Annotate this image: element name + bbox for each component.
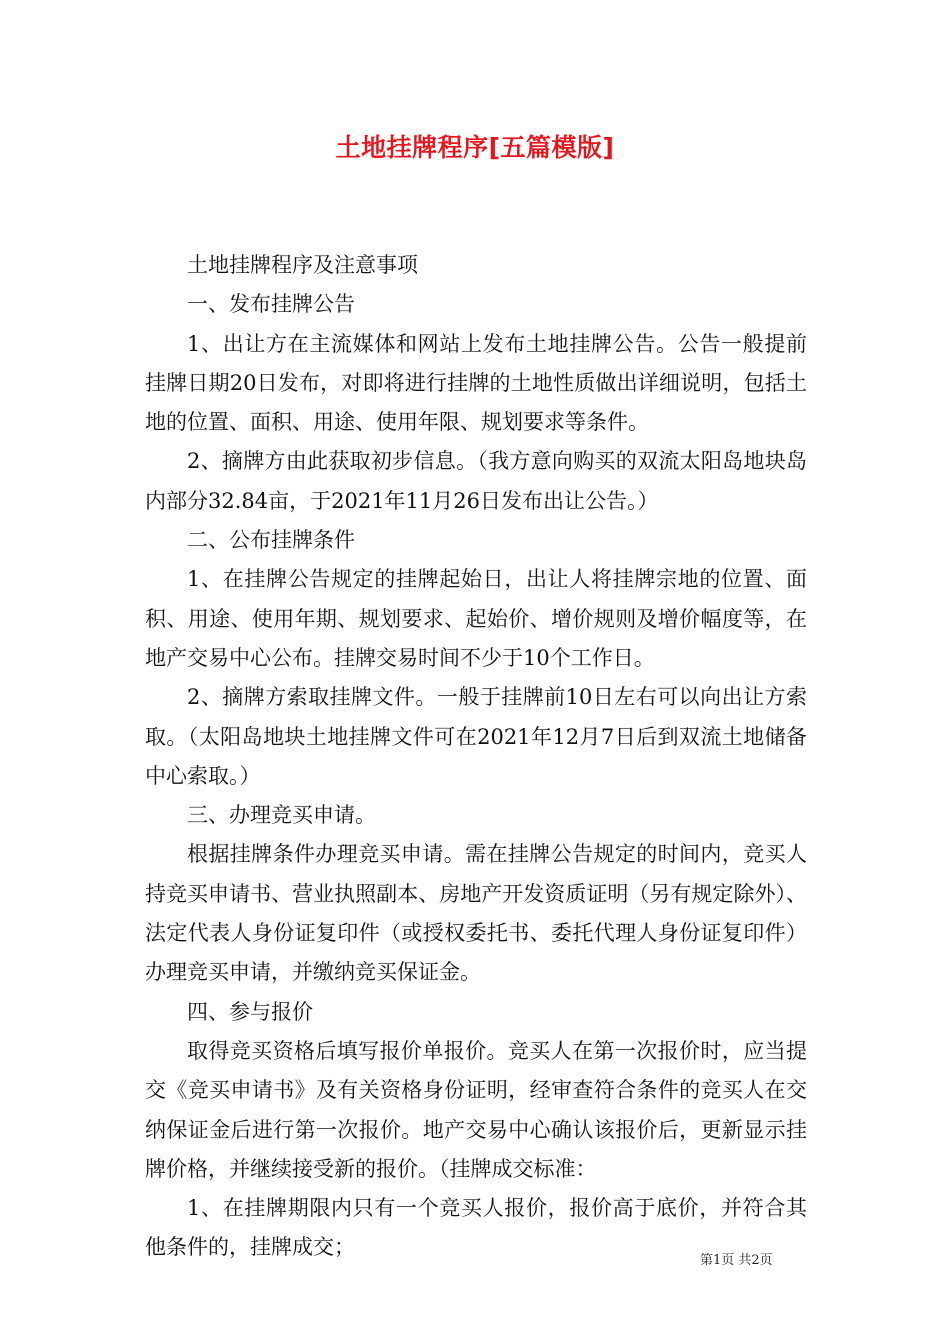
document-title: 土地挂牌程序[五篇模版] [335,133,615,162]
paragraph: 2、摘牌方由此获取初步信息。（我方意向购买的双流太阳岛地块岛内部分32.84亩，于2021年11月26日发布出让公告。） [145,449,807,513]
section-heading-2: 二、公布挂牌条件 [187,528,355,553]
paragraph: 取得竞买资格后填写报价单报价。竞买人在第一次报价时，应当提交《竞买申请书》及有关资格身份证明，经审查符合条件的竞买人在交纳保证金后进行第一次报价。地产交易中心确认该报价后，更新显示挂牌价格，并继续接受新的报价。（挂牌成交标准： [145,1038,807,1181]
paragraph: 1、出让方在主流媒体和网站上发布土地挂牌公告。公告一般提前挂牌日期20日发布，对即将进行挂牌的土地性质做出详细说明，包括土地的位置、面积、用途、使用年限、规划要求等条件。 [145,331,807,435]
section-heading-4: 四、参与报价 [187,999,313,1024]
section-heading-1: 一、发布挂牌公告 [187,292,355,317]
paragraph: 根据挂牌条件办理竞买申请。需在挂牌公告规定的时间内，竞买人持竞买申请书、营业执照副本、房地产开发资质证明（另有规定除外）、法定代表人身份证复印件（或授权委托书、委托代理人身份证复印件）办理竞买申请，并缴纳竞买保证金。 [145,842,807,985]
document-body [145,246,807,1268]
paragraph: 1、在挂牌期限内只有一个竞买人报价，报价高于底价，并符合其他条件的，挂牌成交； [145,1196,807,1260]
paragraph: 2、摘牌方索取挂牌文件。一般于挂牌前10日左右可以向出让方索取。（太阳岛地块土地挂牌文件可在2021年12月7日后到双流土地储备中心索取。） [145,685,807,788]
page-number: 第1页 共2页 [700,1253,773,1268]
section-heading-3: 三、办理竞买申请。 [187,803,376,828]
paragraph: 1、在挂牌公告规定的挂牌起始日，出让人将挂牌宗地的位置、面积、用途、使用年期、规划要求、起始价、增价规则及增价幅度等，在地产交易中心公布。挂牌交易时间不少于10个工作日。 [145,567,807,670]
paragraph-heading-intro: 土地挂牌程序及注意事项 [187,253,418,277]
